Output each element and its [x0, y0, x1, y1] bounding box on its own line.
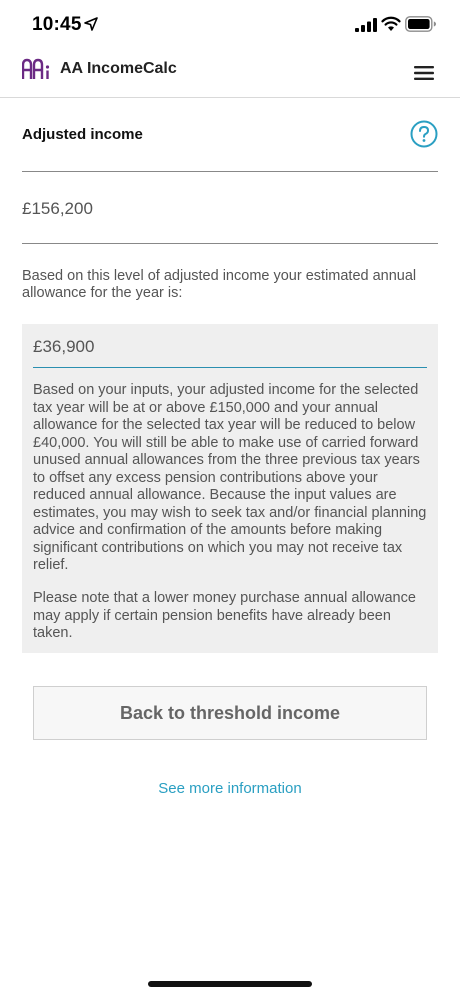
hamburger-menu-icon[interactable]: [414, 65, 434, 81]
app-logo: [22, 58, 52, 80]
wifi-icon: [381, 16, 401, 32]
income-field-top-divider: [22, 171, 438, 172]
section-title: Adjusted income: [22, 126, 143, 143]
help-question-icon[interactable]: [410, 120, 438, 148]
allowance-intro-text: Based on this level of adjusted income your estimated annual allowance for the year is:: [22, 268, 417, 301]
result-panel: [22, 324, 438, 653]
home-indicator[interactable]: [148, 981, 312, 987]
app-title: AA IncomeCalc: [60, 60, 177, 77]
adjusted-income-value[interactable]: £156,200: [22, 199, 93, 218]
back-to-threshold-income-button[interactable]: Back to threshold income: [33, 686, 427, 740]
status-bar: [0, 0, 460, 50]
status-time: 10:45: [32, 14, 82, 35]
result-note-text: Please note that a lower money purchase annual allowance may apply if certain pension benefits have already been taken.: [33, 590, 416, 641]
result-explanation-text: Based on your inputs, your adjusted income for the selected tax year will be at or above £150,000 and your annual allowance for the selected tax year will be reduced to below £40,000. You will still be able to make use of carried forward unused annual allowances from the three previous tax years to offset any excess pension contributions above your reduced annual allowance. Because the input values are estimates, you may wish to seek tax and/or financial planning advice and confirmation of the amounts before making significant contributions on which you may not receive tax relief.: [33, 382, 427, 573]
result-underline: [33, 367, 427, 368]
location-arrow-icon: [84, 17, 98, 31]
cellular-signal-icon: [355, 18, 377, 32]
annual-allowance-value: £36,900: [33, 337, 95, 356]
income-field-bottom-divider: [22, 243, 438, 244]
app-header: [0, 50, 460, 98]
battery-icon: [405, 16, 437, 32]
see-more-information-link[interactable]: See more information: [158, 780, 302, 797]
